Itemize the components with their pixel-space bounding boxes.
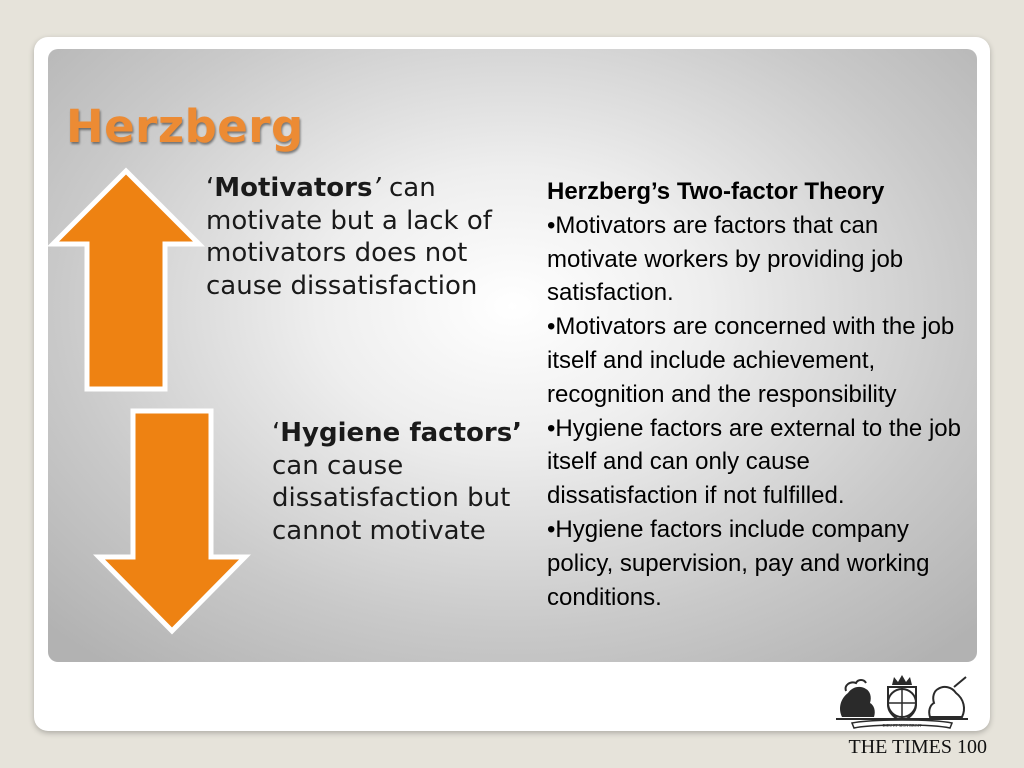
royal-coat-of-arms-icon bbox=[832, 673, 972, 729]
hygiene-term: Hygiene factors’ bbox=[280, 418, 523, 448]
theory-heading: Herzberg’s Two-factor Theory bbox=[547, 178, 885, 205]
arrow-up-icon bbox=[47, 165, 205, 395]
hygiene-text: ‘Hygiene factors’ can cause dissatisfaction but cannot motivate bbox=[272, 418, 523, 546]
theory-column bbox=[547, 175, 967, 614]
motivators-term: Motivators bbox=[214, 173, 373, 203]
theory-bullet: •Motivators are factors that can motivate workers by providing job satisfaction. bbox=[547, 211, 904, 307]
theory-bullet: •Motivators are concerned with the job itself and include achievement, recognition and the responsibility bbox=[547, 313, 955, 408]
arrow-down-icon bbox=[93, 405, 251, 637]
motto-text: DIEU ET MON DROIT bbox=[882, 723, 922, 728]
theory-bullet: •Hygiene factors are external to the job itself and can only cause dissatisfaction if not fulfilled. bbox=[547, 414, 961, 510]
motivators-text: ‘Motivators’ can motivate but a lack of motivators does not cause dissatisfaction bbox=[206, 173, 492, 301]
slide-title: Herzberg bbox=[66, 100, 304, 153]
theory-bullet: •Hygiene factors include company policy, supervision, pay and working conditions. bbox=[547, 515, 930, 611]
footer-text: THE TIMES 100 bbox=[848, 736, 987, 758]
